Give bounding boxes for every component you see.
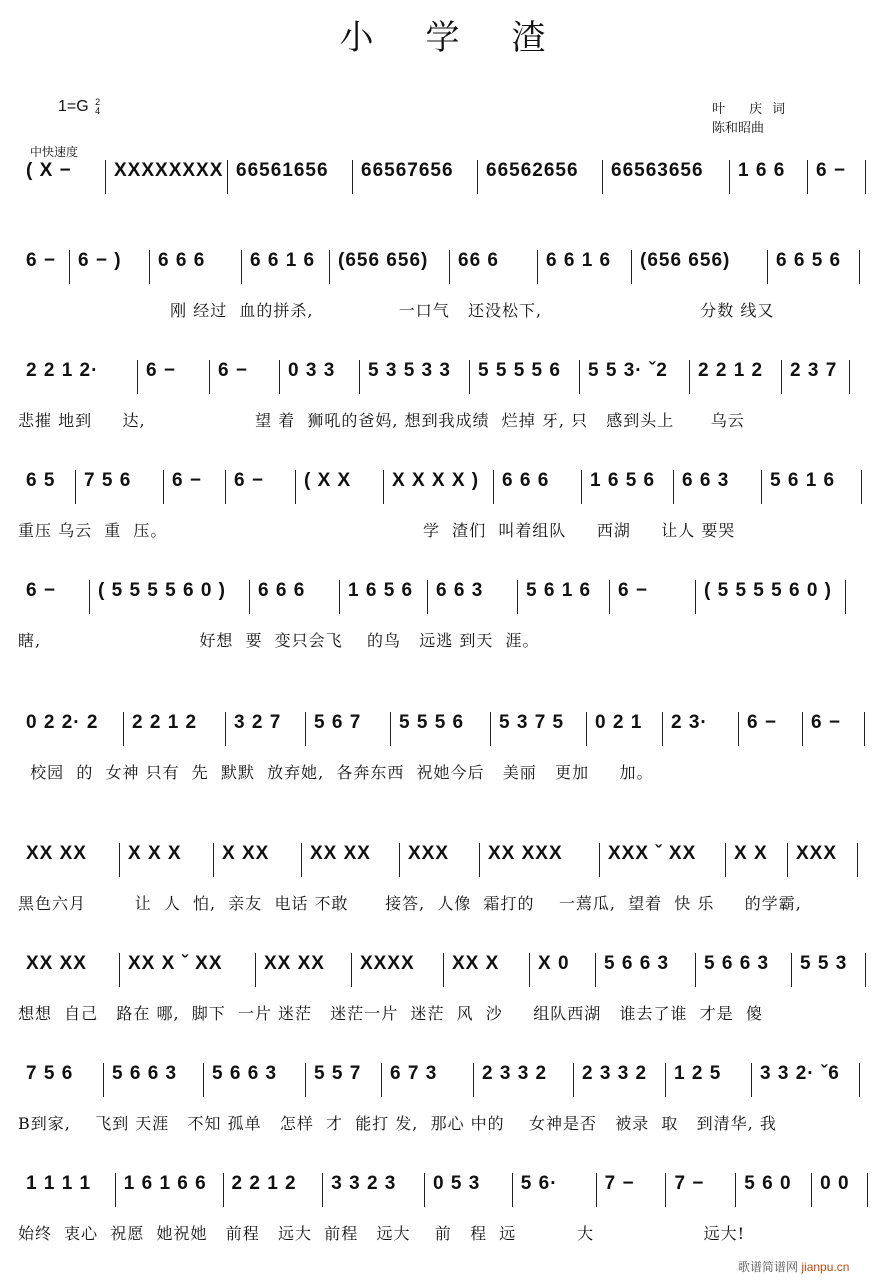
lyrics: 刚 经过 血的拼杀, 一口气 还没松下, 分数 线又	[18, 301, 775, 320]
credits	[712, 100, 795, 138]
measure: 66 6	[450, 250, 538, 284]
measure: 5 6 1 6	[762, 470, 862, 504]
notation	[18, 843, 868, 877]
measure: 1 6 5 6	[582, 470, 674, 504]
measure: XX X ˇ XX	[120, 953, 256, 987]
measure: 5 6 6 3	[104, 1063, 204, 1097]
measure: 6 −	[226, 470, 296, 504]
notation	[18, 250, 868, 284]
measure: 6 6 1 6	[538, 250, 632, 284]
measure: 1 2 5	[666, 1063, 752, 1097]
measure: X X X	[120, 843, 214, 877]
measure: 5 3 7 5	[491, 712, 587, 746]
measure: 1 6 1 6 6	[116, 1173, 224, 1207]
measure: 5 6 6 3	[204, 1063, 306, 1097]
measure: 6 −	[803, 712, 865, 746]
measure: 6 −	[18, 250, 70, 284]
measure: (656 656)	[330, 250, 450, 284]
measure: 6 − )	[70, 250, 150, 284]
measure: XXX	[788, 843, 858, 877]
notation	[18, 470, 868, 504]
measure: 2 2 1 2	[690, 360, 782, 394]
score-line-2	[18, 250, 868, 321]
lyrics: 想想 自己 路在 哪, 脚下 一片 迷茫 迷茫一片 迷茫 风 沙 组队西湖 谁去了谁 才是 傻	[18, 1004, 763, 1023]
measure: 2 3·	[663, 712, 739, 746]
measure: 2 2 1 2	[224, 1173, 324, 1207]
measure: ( X −	[18, 160, 106, 194]
measure: 5 5 5 5 6	[470, 360, 580, 394]
notation	[18, 1173, 868, 1207]
measure: 0 2 2· 2	[18, 712, 124, 746]
measure: 66563656	[603, 160, 730, 194]
measure: 5 5 3· ˇ2	[580, 360, 690, 394]
measure: 5 5 3	[792, 953, 866, 987]
measure: 3 3 2 3	[323, 1173, 425, 1207]
lyrics: 瞎, 好想 要 变只会飞 的鸟 远逃 到天 涯。	[18, 631, 540, 650]
notation	[18, 580, 868, 614]
measure: 66561656	[228, 160, 353, 194]
measure: 0 2 1	[587, 712, 663, 746]
measure: 7 −	[666, 1173, 736, 1207]
measure: 5 6 6 3	[696, 953, 792, 987]
measure: 2 3 3 2	[474, 1063, 574, 1097]
measure: 6 5	[18, 470, 76, 504]
measure: XXXX	[352, 953, 444, 987]
score-line-6	[18, 712, 868, 783]
score-line-4	[18, 470, 868, 541]
measure: 5 3 5 3 3	[360, 360, 470, 394]
notation	[18, 953, 868, 987]
measure: 6 6 3	[428, 580, 518, 614]
measure: 5 6 6 3	[596, 953, 696, 987]
measure: 0 3 3	[280, 360, 360, 394]
measure: 2 3 7	[782, 360, 850, 394]
measure: 2 2 1 2	[124, 712, 226, 746]
measure: X X	[726, 843, 788, 877]
measure: ( X X	[296, 470, 384, 504]
watermark-text: 歌谱简谱网	[738, 1260, 799, 1274]
measure: 6 −	[739, 712, 803, 746]
measure: 6 6 6	[250, 580, 340, 614]
watermark	[738, 1258, 849, 1275]
measure: (656 656)	[632, 250, 768, 284]
measure: 5 5 5 6	[391, 712, 491, 746]
lyrics: 始终 衷心 祝愿 她祝她 前程 远大 前程 远大 前 程 远 大 远大!	[18, 1224, 746, 1243]
measure: ( 5 5 5 5 6 0 )	[696, 580, 846, 614]
key-label: 1=G	[58, 98, 89, 116]
measure: 5 6·	[513, 1173, 597, 1207]
measure: XX XX	[302, 843, 400, 877]
tempo-marking: 中快速度	[30, 145, 79, 159]
lyrics: B到家, 飞到 天涯 不知 孤单 怎样 才 能打 发, 那心 中的 女神是否 被录 取 到清华, 我	[18, 1114, 777, 1133]
measure: 6 −	[610, 580, 696, 614]
measure: 7 5 6	[18, 1063, 104, 1097]
score-line-10	[18, 1173, 868, 1244]
notation	[18, 360, 868, 394]
score-line-1	[18, 160, 868, 194]
measure: XXXXXXXX	[106, 160, 228, 194]
measure: 0 0	[812, 1173, 868, 1207]
lyricist: 叶 庆词	[712, 102, 796, 117]
measure: 6 −	[210, 360, 280, 394]
measure: 2 2 1 2·	[18, 360, 138, 394]
measure: XX XXX	[480, 843, 600, 877]
measure: 6 −	[164, 470, 226, 504]
measure: 6 −	[138, 360, 210, 394]
measure: 2 3 3 2	[574, 1063, 666, 1097]
score-line-9	[18, 1063, 868, 1134]
measure: 5 6 0	[736, 1173, 812, 1207]
measure: 1 1 1 1	[18, 1173, 116, 1207]
measure: 1 6 6	[730, 160, 808, 194]
measure: XXX ˇ XX	[600, 843, 726, 877]
measure: XXX	[400, 843, 480, 877]
lyrics: 校园 的 女神 只有 先 默默 放弃她, 各奔东西 祝她今后 美丽 更加 加。	[18, 763, 654, 782]
measure: X XX	[214, 843, 302, 877]
song-title: 小学渣	[339, 18, 598, 58]
watermark-site: jianpu.cn	[801, 1260, 850, 1274]
measure: XX X	[444, 953, 530, 987]
measure: XX XX	[18, 953, 120, 987]
measure: 0 5 3	[425, 1173, 513, 1207]
measure: 66567656	[353, 160, 478, 194]
measure: 5 6 1 6	[518, 580, 610, 614]
composer: 陈和昭曲	[712, 121, 765, 136]
measure: 3 3 2· ˇ6	[752, 1063, 860, 1097]
lyrics: 黑色六月 让 人 怕, 亲友 电话 不敢 接答, 人像 霜打的 一蔫瓜, 望着 快 乐 的学霸,	[18, 894, 802, 913]
measure: 7 −	[597, 1173, 667, 1207]
measure: 7 5 6	[76, 470, 164, 504]
measure: 5 5 7	[306, 1063, 382, 1097]
time-signature: 2 4	[95, 97, 101, 116]
score-line-7	[18, 843, 868, 914]
measure: 6 6 3	[674, 470, 762, 504]
score-line-8	[18, 953, 868, 1024]
measure: 3 2 7	[226, 712, 306, 746]
measure: 5 6 7	[306, 712, 391, 746]
measure: ( 5 5 5 5 6 0 )	[90, 580, 250, 614]
lyrics: 悲摧 地到 达, 望 着 狮吼的爸妈, 想到我成绩 烂掉 牙, 只 感到头上 乌云	[18, 411, 745, 430]
measure: 6 6 6	[494, 470, 582, 504]
measure: X X X X )	[384, 470, 494, 504]
score-line-3	[18, 360, 868, 431]
notation	[18, 160, 868, 194]
lyrics: 重压 乌云 重 压。 学 渣们 叫着组队 西湖 让人 要哭	[18, 521, 736, 540]
notation	[18, 1063, 868, 1097]
measure: 6 6 5 6	[768, 250, 860, 284]
notation	[18, 712, 868, 746]
measure: 66562656	[478, 160, 603, 194]
measure: 1 6 5 6	[340, 580, 428, 614]
measure: 6 −	[18, 580, 90, 614]
key-signature	[58, 98, 100, 116]
measure: 6 7 3	[382, 1063, 474, 1097]
measure: XX XX	[18, 843, 120, 877]
measure: XX XX	[256, 953, 352, 987]
score-line-5	[18, 580, 868, 651]
measure: X 0	[530, 953, 596, 987]
measure: 6 −	[808, 160, 866, 194]
measure: 6 6 6	[150, 250, 242, 284]
measure: 6 6 1 6	[242, 250, 330, 284]
